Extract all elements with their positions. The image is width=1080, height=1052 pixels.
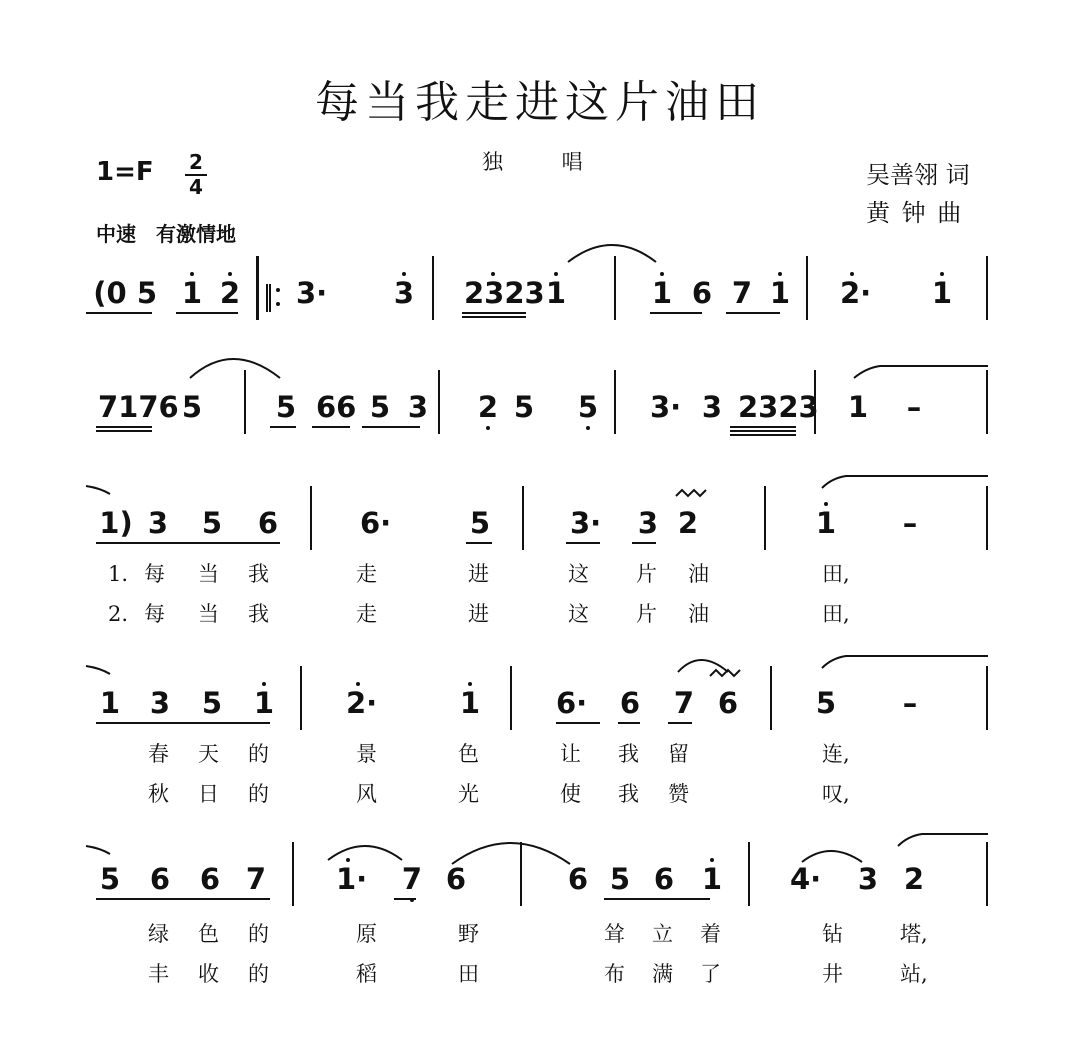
lyric: 留 (668, 742, 689, 766)
note: 4· (790, 862, 822, 896)
lyric: 走 (356, 602, 377, 626)
note: 7 (245, 862, 267, 896)
lyric: 光 (458, 782, 479, 806)
note: 5 (181, 390, 203, 424)
note: – (906, 390, 922, 424)
lyric: 日 (198, 782, 219, 806)
note: 3 (701, 390, 723, 424)
slur (678, 660, 728, 672)
note: 1 (99, 686, 121, 720)
lyric: 片 (636, 562, 657, 586)
note: 2· (346, 686, 378, 720)
lyric: 这 (568, 602, 589, 626)
lyric: 秋 (148, 782, 169, 806)
lyric: 的 (248, 782, 269, 806)
lyric: 我 (248, 602, 269, 626)
note: 6 (567, 862, 589, 896)
lyric: 进 (468, 562, 489, 586)
lyricist: 吴善翎 词 (866, 161, 970, 189)
note: 6 (653, 862, 675, 896)
note: 6 (445, 862, 467, 896)
lyric: 田, (822, 602, 850, 626)
note: 3 (393, 276, 415, 310)
lyric: 的 (248, 742, 269, 766)
note: 2· (840, 276, 872, 310)
lyric: 进 (468, 602, 489, 626)
note: 2323 (464, 276, 545, 310)
lyric: 每 (144, 562, 165, 586)
note: 7176 (98, 390, 179, 424)
lyric: 绿 (148, 922, 169, 946)
note: 5 (201, 506, 223, 540)
lyric: 塔, (900, 922, 928, 946)
lyric: 站, (900, 962, 928, 986)
lyric: 这 (568, 562, 589, 586)
lyric: 当 (198, 562, 219, 586)
note: 5 (513, 390, 535, 424)
note: 3 (149, 686, 171, 720)
note: 5 (136, 276, 158, 310)
mordent (710, 670, 740, 676)
note: 6 (199, 862, 221, 896)
note: 2 (219, 276, 241, 310)
note: 1 (181, 276, 203, 310)
lyric: 了 (700, 962, 721, 986)
time-bottom: 4 (189, 175, 203, 199)
note: 3· (650, 390, 682, 424)
note: 5 (609, 862, 631, 896)
note: 1 (769, 276, 791, 310)
lyric: 油 (688, 562, 709, 586)
lyric: 让 (560, 742, 581, 766)
note: 5 (369, 390, 391, 424)
note: – (902, 506, 918, 540)
lyric: 田 (458, 962, 479, 986)
lyric: 野 (458, 922, 479, 946)
note: 3 (637, 506, 659, 540)
lyric: 我 (248, 562, 269, 586)
note: 2 (477, 390, 499, 424)
lyric: 的 (248, 922, 269, 946)
song-title: 每当我走进这片油田 (315, 77, 765, 128)
lyric: 天 (198, 742, 219, 766)
note: 6 (691, 276, 713, 310)
note: 2 (677, 506, 699, 540)
slur (802, 851, 862, 862)
note: 6 (619, 686, 641, 720)
note: 1 (459, 686, 481, 720)
lyric: 立 (652, 922, 673, 946)
note: 3 (857, 862, 879, 896)
lyric: 每 (144, 602, 165, 626)
lyric: 油 (688, 602, 709, 626)
note: 6 (257, 506, 279, 540)
lyric: 片 (636, 602, 657, 626)
note: 3 (147, 506, 169, 540)
lyric: 田, (822, 562, 850, 586)
note: 3· (570, 506, 602, 540)
lyric: 着 (700, 922, 721, 946)
note: – (902, 686, 918, 720)
lyric: 当 (198, 602, 219, 626)
note: 1) (99, 506, 133, 540)
note: 6 (717, 686, 739, 720)
time-top: 2 (189, 150, 203, 174)
note: 1· (336, 862, 368, 896)
lyric: 1. (108, 562, 129, 586)
note: 66 (316, 390, 357, 424)
note: 1 (651, 276, 673, 310)
lyric: 春 (148, 742, 169, 766)
slur (898, 834, 988, 846)
lyric: 耸 (604, 922, 625, 946)
lyric: 的 (248, 962, 269, 986)
note: 1 (931, 276, 953, 310)
note: 1 (701, 862, 723, 896)
slur (86, 846, 110, 854)
lyric: 连, (822, 742, 850, 766)
note: 7 (401, 862, 423, 896)
lyric: 丰 (148, 962, 169, 986)
note: 3· (296, 276, 328, 310)
lyric: 使 (560, 782, 581, 806)
note: 7 (731, 276, 753, 310)
slur (822, 656, 988, 668)
lyric: 稻 (356, 962, 377, 986)
note: 1 (545, 276, 567, 310)
lyric: 景 (356, 742, 377, 766)
lyric: 色 (198, 922, 219, 946)
note: 7 (673, 686, 695, 720)
note: 1 (253, 686, 275, 720)
note: 5 (99, 862, 121, 896)
note: 3 (407, 390, 429, 424)
mordent (676, 490, 706, 496)
note: 2323 (738, 390, 819, 424)
note: 1 (815, 506, 837, 540)
note: (0 (93, 276, 127, 310)
lyric: 钻 (822, 922, 843, 946)
lyric: 叹, (822, 782, 850, 806)
slur (452, 843, 570, 864)
note: 5 (469, 506, 491, 540)
lyric: 色 (458, 742, 479, 766)
lyric: 2. (108, 602, 129, 626)
performance-type: 独 唱 (482, 150, 609, 174)
lyric: 风 (356, 782, 377, 806)
lyric: 赞 (668, 782, 689, 806)
lyric: 走 (356, 562, 377, 586)
lyric: 收 (198, 962, 219, 986)
lyric: 我 (618, 782, 639, 806)
key-signature: 1=F (96, 157, 154, 187)
note: 2 (903, 862, 925, 896)
note: 5 (815, 686, 837, 720)
lyric: 布 (604, 962, 625, 986)
slur (86, 486, 110, 494)
slur (86, 666, 110, 674)
lyric: 满 (652, 962, 673, 986)
note: 5 (275, 390, 297, 424)
note: 6 (149, 862, 171, 896)
note: 1 (847, 390, 869, 424)
note: 5 (577, 390, 599, 424)
lyric: 原 (356, 922, 377, 946)
tempo-marking: 中速 有激情地 (96, 222, 236, 246)
slur (568, 245, 656, 262)
slur (190, 359, 280, 378)
slur (328, 846, 402, 860)
slur (854, 366, 988, 378)
slur (822, 476, 988, 488)
lyric: 我 (618, 742, 639, 766)
note: 6· (360, 506, 392, 540)
lyric: 井 (822, 962, 843, 986)
composer: 黄 钟 曲 (866, 199, 964, 227)
note: 6· (556, 686, 588, 720)
note: 5 (201, 686, 223, 720)
